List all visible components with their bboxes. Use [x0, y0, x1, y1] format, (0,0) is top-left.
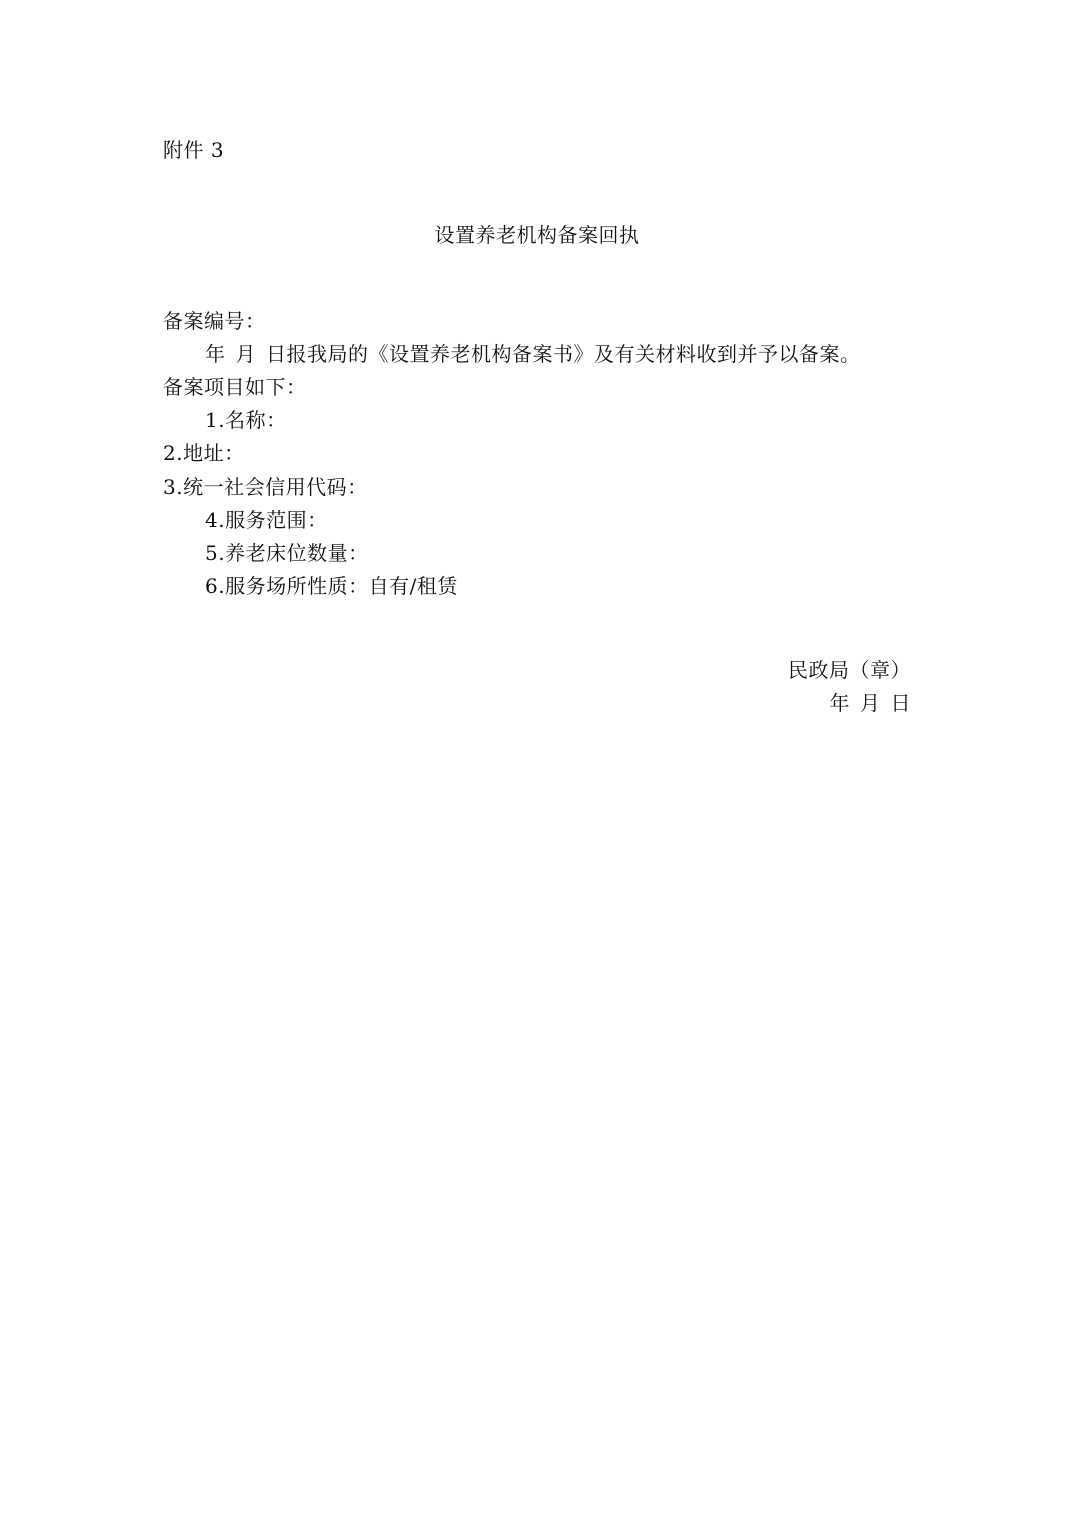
record-number-label: 备案编号： — [163, 309, 266, 333]
items-heading: 备案项目如下： — [163, 375, 307, 399]
intro-paragraph — [205, 340, 861, 368]
signature-day: 日 — [890, 691, 911, 715]
signature-issuer: 民政局（章） — [788, 658, 911, 682]
intro-day-text: 日报我局的《设置养老机构备案书》及有关材料收到并予以备案。 — [266, 342, 861, 366]
item-address: 2.地址： — [163, 441, 245, 465]
item-service-scope: 4.服务范围： — [205, 508, 328, 532]
item-credit-code: 3.统一社会信用代码： — [163, 475, 368, 499]
document-title: 设置养老机构备案回执 — [434, 223, 640, 247]
signature-year: 年 — [829, 691, 850, 715]
intro-month: 月 — [235, 342, 256, 366]
item-bed-count: 5.养老床位数量： — [205, 541, 369, 565]
intro-year: 年 — [205, 342, 226, 366]
item-name: 1.名称： — [205, 408, 287, 432]
attachment-label: 附件 3 — [163, 138, 225, 162]
item-premises-nature: 6.服务场所性质：自有/租赁 — [205, 574, 458, 598]
signature-month: 月 — [860, 691, 881, 715]
signature-date — [830, 689, 912, 717]
